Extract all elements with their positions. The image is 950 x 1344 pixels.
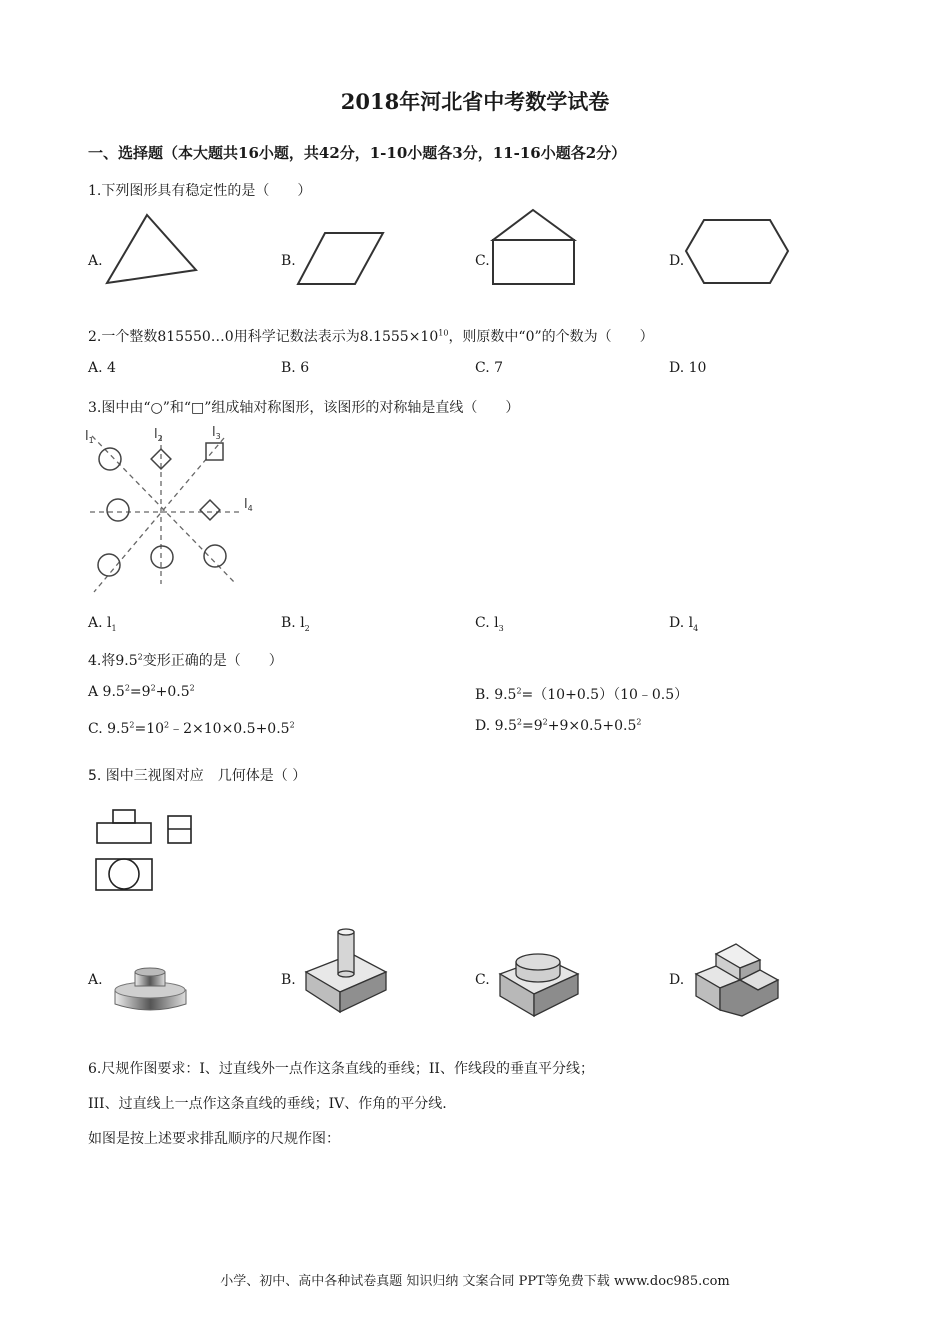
label-l1: $l_1$ xyxy=(85,429,94,445)
question-2-stem xyxy=(88,326,654,346)
label-l4: $l_4$ xyxy=(244,497,253,513)
question-6-line-3: 如图是按上述要求排乱顺序的尺规作图： xyxy=(88,1131,340,1147)
q1-house-figure xyxy=(490,207,578,289)
question-4-stem: 4.将$9.5^2$变形正确的是（ ） xyxy=(88,652,283,669)
q1-parallelogram-figure xyxy=(295,230,387,288)
question-1-stem: 1.下列图形具有稳定性的是（ ） xyxy=(88,183,312,199)
q5-option-d: D. xyxy=(669,972,685,988)
q5-option-a-solid xyxy=(110,960,192,1016)
question-6-line-1: 6.尺规作图要求：I、过直线外一点作这条直线的垂线；II、作线段的垂直平分线； xyxy=(88,1061,594,1077)
q2-stem-part-1: 2.一个整数815550…0用科学记数法表示为8.1555×10 xyxy=(88,329,439,345)
q3-option-c: C. $l_3$ xyxy=(475,615,504,633)
q1-option-b: B. xyxy=(281,253,296,269)
q1-option-c: C. xyxy=(475,253,490,269)
question-6-line-2: III、过直线上一点作这条直线的垂线；IV、作角的平分线. xyxy=(88,1096,447,1112)
q2-option-b: B. 6 xyxy=(281,360,310,376)
q2-stem-part-2: ，则原数中“0”的个数为（ ） xyxy=(448,329,654,345)
q2-option-d: D. 10 xyxy=(669,360,707,376)
q5-option-c-solid xyxy=(496,944,584,1020)
q3-option-a: A. $l_1$ xyxy=(88,615,117,633)
q2-exponent: 10 xyxy=(438,328,449,338)
q3-option-b: B. $l_2$ xyxy=(281,615,310,633)
q3-symmetry-figure xyxy=(84,424,264,600)
q5-option-d-solid xyxy=(692,940,784,1018)
q2-option-a: A. 4 xyxy=(88,360,116,376)
q4-option-c: C. $9.5^2=10^2﹣2\times 10\times 0.5+0.5^2$ xyxy=(88,720,295,737)
q5-option-a: A. xyxy=(88,972,103,988)
q1-option-a: A. xyxy=(88,253,103,269)
q2-option-c: C. 7 xyxy=(475,360,504,376)
q1-option-d: D. xyxy=(669,253,685,269)
q5-option-b: B. xyxy=(281,972,296,988)
label-l2: $l_2$ xyxy=(154,427,163,443)
q4-option-a: A $9.5^2=9^2+0.5^2$ xyxy=(88,683,195,700)
label-l3: $l_3$ xyxy=(212,425,221,441)
page-footer: 小学、初中、高中各种试卷真题 知识归纳 文案合同 PPT等免费下载 www.doc985.com xyxy=(220,1274,730,1289)
q1-hexagon-figure xyxy=(682,217,792,287)
q3-option-d: D. $l_4$ xyxy=(669,615,699,633)
q4-option-b: B. $9.5^2=(10+0.5)(10﹣0.5)$ xyxy=(475,686,689,703)
question-5-stem: 5. 图中三视图对应 几何体是（ ） xyxy=(88,768,307,784)
section-heading: 一、选择题（本大题共16小题，共42分，1-10小题各3分，11-16小题各2分） xyxy=(88,144,627,162)
page-title: 2018年河北省中考数学试卷 xyxy=(340,89,610,114)
q5-option-b-solid xyxy=(300,924,392,1020)
q5-option-c: C. xyxy=(475,972,490,988)
q5-three-views-figure xyxy=(92,805,202,897)
question-3-stem: 3.图中由“○”和“□”组成轴对称图形，该图形的对称轴是直线（ ） xyxy=(88,400,520,416)
q1-triangle-figure xyxy=(100,212,200,288)
q4-option-d: D. $9.5^2=9^2+9\times 0.5+0.5^2$ xyxy=(475,717,642,734)
